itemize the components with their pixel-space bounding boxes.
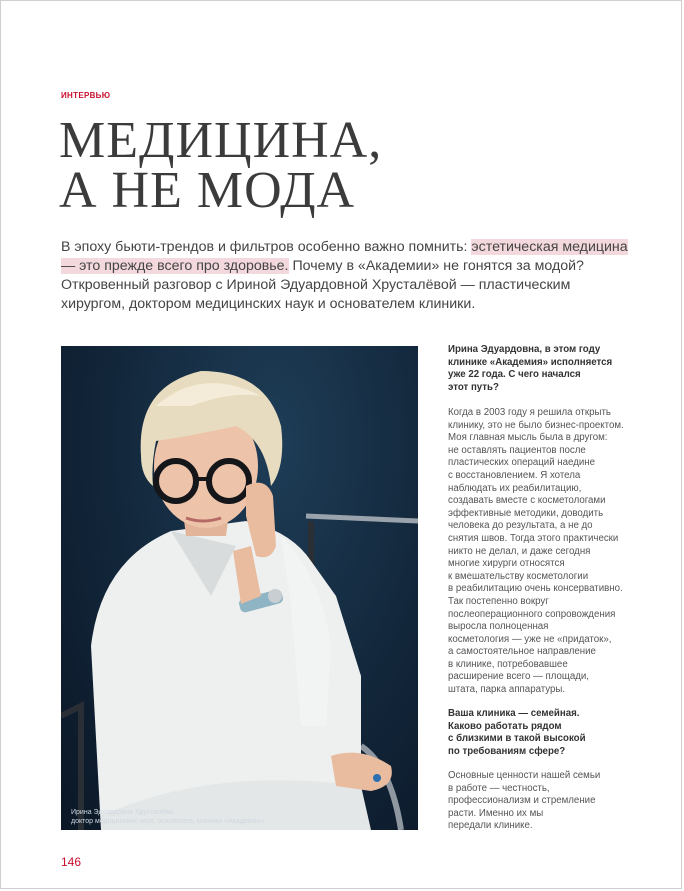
article-title-line-1: МЕДИЦИНА, — [59, 112, 383, 169]
question-text: Ваша клиника — семейная. Каково работать рядом с близкими в такой высокой по требованиям сфере? — [448, 708, 586, 757]
section-label: ИНТЕРВЬЮ — [61, 91, 111, 100]
answer-text: Основные ценности нашей семьи в работе — честность, профессионализм и стремление расти. Именно их мы передали клинике. — [448, 770, 601, 832]
lead-highlight: эстетическая медицина — это прежде всего про здоровье. — [61, 239, 628, 274]
question-text: Ирина Эдуардовна, в этом году клинике «Академия» исполняется уже 22 года. С чего начался этот путь? — [448, 344, 613, 393]
page-number: 146 — [61, 855, 82, 869]
photo-caption — [71, 808, 264, 826]
photo-caption-line-1: Ирина Эдуардовна Хрусталёва, — [71, 809, 175, 816]
lead-text-start: В эпоху бьюти-трендов и фильтров особенно важно помнить: — [61, 239, 472, 255]
article-title — [59, 112, 383, 219]
portrait-photo — [61, 346, 418, 830]
interview-question-1 — [448, 344, 638, 394]
interview-question-2 — [448, 708, 638, 758]
photo-caption-line-2: доктор медицинских наук, основатель клиники «Академия» — [71, 818, 265, 825]
lead-paragraph — [61, 238, 631, 314]
interview-answer-2 — [448, 770, 638, 833]
portrait-illustration — [61, 346, 418, 830]
interview-answer-1 — [448, 407, 638, 697]
article-title-line-2: А НЕ МОДА — [59, 162, 356, 219]
lead-text-end: Почему в «Академии» не гонятся за модой? Откровенный разговор с Ириной Эдуардовной Хрусталёвой — пластическим хирургом, доктором медицинских наук и основателем клиники. — [61, 258, 584, 312]
answer-text: Когда в 2003 году я решила открыть клинику, это не было бизнес-проектом. Моя главная мысль была в другом: не оставлять пациентов после пластических операций наедине с восстановлением. Я хотела наблюдать их реабилитацию, создавать вместе с косметологами эффективные методики, доводить человека до результата, а не до снятия швов. Тогда этого практически никто не делал, и даже сегодня многие хирурги относятся к вмешательству косметологии в реабилитацию очень консервативно. Так постепенно вокруг послеоперационного сопровождения выросла полноценная косметология — уже не «придаток», а самостоятельное направление в клинике, потребовавшее расширение всего — площади, штата, парка аппаратуры. — [448, 407, 624, 696]
